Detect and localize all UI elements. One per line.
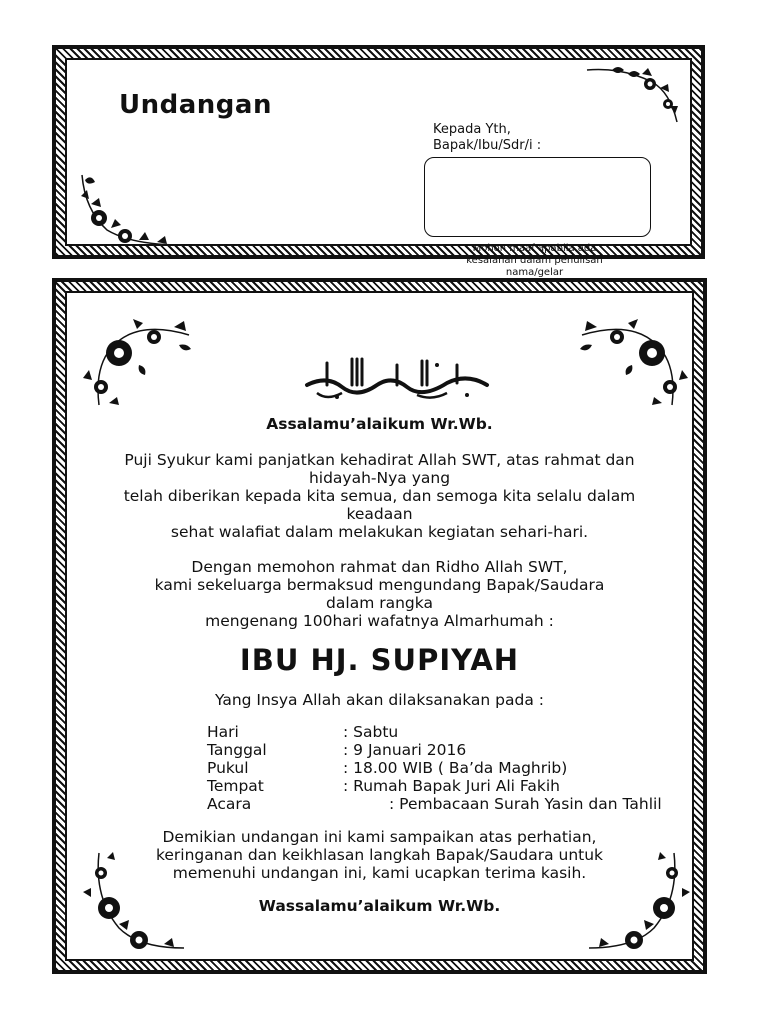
detail-label: Acara <box>207 795 252 813</box>
closing-paragraph <box>87 828 672 882</box>
closing-line: Demikian undangan ini kami sampaikan atas perhatian, <box>162 828 597 846</box>
recipient-label <box>433 122 541 154</box>
detail-label: Tanggal <box>207 741 267 759</box>
detail-value: : Rumah Bapak Juri Ali Fakih <box>343 777 561 795</box>
closing-line: keringanan dan keikhlasan langkah Bapak/Saudara untuk <box>155 846 604 864</box>
intro-line: telah diberikan kepada kita semua, dan semoga kita selalu dalam <box>123 487 636 505</box>
recipient-line-2: Bapak/Ibu/Sdr/i : <box>433 138 542 153</box>
intro-line: Puji Syukur kami panjatkan kehadirat Allah SWT, atas rahmat dan <box>124 451 635 469</box>
envelope-frame-inner <box>65 58 692 278</box>
deceased-name: IBU HJ. SUPIYAH <box>239 643 520 677</box>
intro-line: sehat walafiat dalam melakukan kegiatan sehari-hari. <box>170 523 589 541</box>
detail-value: : Pembacaan Surah Yasin dan Tahlil <box>389 795 662 813</box>
floral-corner-icon <box>77 170 187 250</box>
detail-label: Hari <box>207 723 239 741</box>
detail-value: : 9 Januari 2016 <box>343 741 467 759</box>
intro-paragraph <box>87 451 672 541</box>
invite-line: kami sekeluarga bermaksud mengundang Bapak/Saudara <box>154 576 605 594</box>
closing-line: memenuhi undangan ini, kami ucapkan terima kasih. <box>172 864 587 882</box>
detail-label: Pukul <box>207 759 249 777</box>
farewell: Wassalamu’alaikum Wr.Wb. <box>258 897 501 915</box>
invite-line: dalam rangka <box>326 594 433 612</box>
invite-line: Dengan memohon rahmat dan Ridho Allah SWT, <box>191 558 568 576</box>
detail-value: : 18.00 WIB ( Ba’da Maghrib) <box>343 759 568 777</box>
invite-line: mengenang 100hari wafatnya Almarhumah : <box>205 612 554 630</box>
floral-corner-icon <box>572 315 692 410</box>
floral-corner-icon <box>582 62 682 132</box>
recipient-line-1: Kepada Yth, <box>433 122 511 137</box>
invite-paragraph <box>87 558 672 630</box>
intro-line: hidayah-Nya yang <box>308 469 451 487</box>
floral-corner-icon <box>79 315 199 410</box>
recipient-name-box <box>424 157 651 237</box>
bismillah-calligraphy <box>297 345 497 405</box>
detail-value: : Sabtu <box>343 723 399 741</box>
invitation-card <box>52 278 707 974</box>
card-frame-inner <box>65 291 694 961</box>
envelope-note: Mohon maaf apabila ada kesalahan dalam penulisan nama/gelar <box>466 243 603 278</box>
envelope-panel <box>52 45 705 278</box>
detail-label: Tempat <box>207 777 264 795</box>
greeting: Assalamu’alaikum Wr.Wb. <box>266 415 493 433</box>
intro-line: keadaan <box>346 505 413 523</box>
envelope-title: Undangan <box>119 90 272 120</box>
schedule-intro: Yang Insya Allah akan dilaksanakan pada : <box>214 691 544 709</box>
